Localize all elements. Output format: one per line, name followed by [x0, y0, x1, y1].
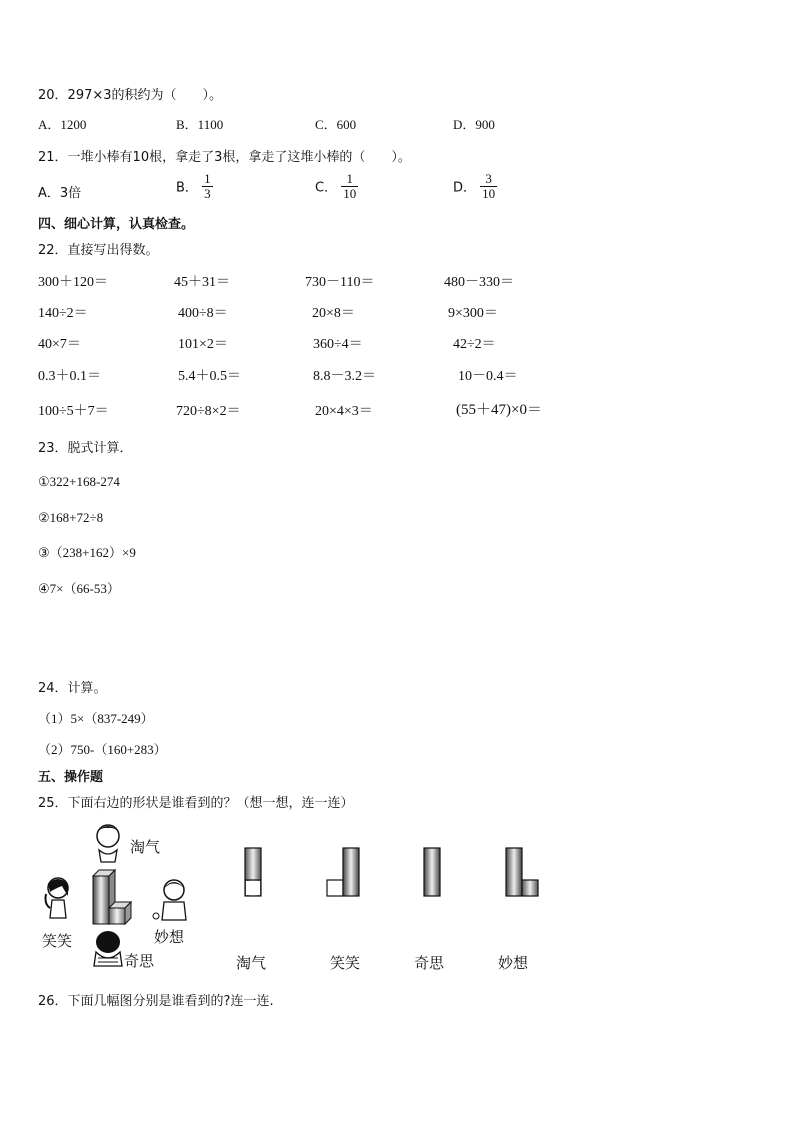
q22-item: 360÷4＝	[313, 337, 363, 352]
q25-stem: 25．下面右边的形状是谁看到的？（想一想，连一连）	[38, 796, 354, 811]
q21-option-d-prefix: D．	[453, 180, 477, 196]
kid-bottom-figure	[94, 931, 122, 966]
q22-item: 9×300＝	[448, 306, 498, 321]
fraction-numerator: 3	[480, 172, 497, 187]
kid-name-right: 妙想	[154, 928, 185, 946]
q22-item: 20×8＝	[312, 306, 355, 321]
q22-item: 480－330＝	[444, 275, 514, 290]
view-label-3: 奇思	[414, 954, 445, 972]
q24-stem: 24．计算。	[38, 681, 107, 696]
q22-item: 300＋120＝	[38, 275, 108, 290]
q20-option-c: C．600	[315, 117, 357, 132]
view-label-4: 妙想	[498, 954, 529, 972]
view-label-1: 淘气	[236, 954, 267, 972]
q22-item: 20×4×3＝	[315, 404, 373, 419]
q22-item: 730－110＝	[305, 275, 375, 290]
q23-item-3: ③（238+162）×9	[38, 545, 136, 560]
q23-stem: 23．脱式计算．	[38, 441, 133, 456]
kid-name-top: 淘气	[130, 838, 161, 856]
section4-heading: 四、细心计算，认真检查。	[38, 217, 195, 232]
view-2-figure	[325, 846, 365, 898]
kid-right-figure	[153, 880, 186, 920]
q21-stem: 21．一堆小棒有10根，拿走了3根，拿走了这堆小棒的（ ）。	[38, 150, 411, 165]
q20-option-d: D．900	[453, 117, 495, 132]
q20-option-b: B．1100	[176, 117, 224, 132]
q22-item: 720÷8×2＝	[176, 404, 241, 419]
q22-item: 8.8－3.2＝	[313, 369, 376, 384]
q20-option-a: A．1200	[38, 117, 87, 132]
q22-item: (55＋47)×0＝	[456, 402, 542, 418]
q21-option-b	[176, 172, 213, 200]
kid-name-left: 笑笑	[42, 932, 73, 950]
q24-item-1: （1）5×（837-249）	[38, 711, 154, 726]
q20-stem: 20．297×3的积约为（ ）。	[38, 88, 223, 103]
fraction-numerator: 1	[341, 172, 358, 187]
view-4-figure	[504, 846, 544, 898]
fraction-numerator: 1	[204, 171, 211, 186]
q22-item: 0.3＋0.1＝	[38, 369, 101, 384]
q22-item: 10－0.4＝	[458, 369, 518, 384]
q21-option-b-fraction	[202, 172, 213, 200]
q21-option-c-prefix: C．	[315, 180, 338, 196]
kid-name-bottom: 奇思	[124, 952, 155, 970]
view-label-2: 笑笑	[330, 954, 361, 972]
q22-item: 140÷2＝	[38, 306, 88, 321]
q21-option-c	[315, 172, 358, 200]
q23-item-1: ①322+168-274	[38, 474, 120, 489]
q21-option-b-prefix: B．	[176, 180, 198, 196]
q22-item: 100÷5＋7＝	[38, 404, 109, 419]
small-cube	[109, 902, 131, 924]
q26-stem: 26．下面几幅图分别是谁看到的?连一连.	[38, 994, 274, 1009]
q21-option-a: A．3倍	[38, 186, 82, 201]
q23-item-2: ②168+72÷8	[38, 510, 104, 525]
q21-option-d	[453, 172, 497, 200]
q21-option-c-fraction	[341, 172, 358, 200]
fraction-denominator: 3	[204, 185, 211, 201]
fraction-denominator: 10	[482, 185, 496, 201]
q23-item-4: ④7×（66-53）	[38, 581, 120, 596]
q22-stem: 22．直接写出得数。	[38, 243, 159, 258]
q22-item: 400÷8＝	[178, 306, 228, 321]
q22-item: 101×2＝	[178, 337, 228, 352]
q22-item: 45＋31＝	[174, 275, 230, 290]
section5-heading: 五、操作题	[38, 770, 104, 785]
q21-option-d-fraction	[480, 172, 497, 200]
kid-left-figure	[46, 878, 69, 918]
q22-item: 40×7＝	[38, 337, 81, 352]
q24-item-2: （2）750-（160+283）	[38, 742, 167, 757]
fraction-denominator: 10	[343, 185, 357, 201]
kid-top-figure	[97, 825, 119, 862]
view-3-figure	[422, 846, 442, 898]
view-1-figure	[243, 846, 263, 898]
q25-scene	[38, 818, 198, 978]
q22-item: 5.4＋0.5＝	[178, 369, 241, 384]
q22-item: 42÷2＝	[453, 337, 496, 352]
